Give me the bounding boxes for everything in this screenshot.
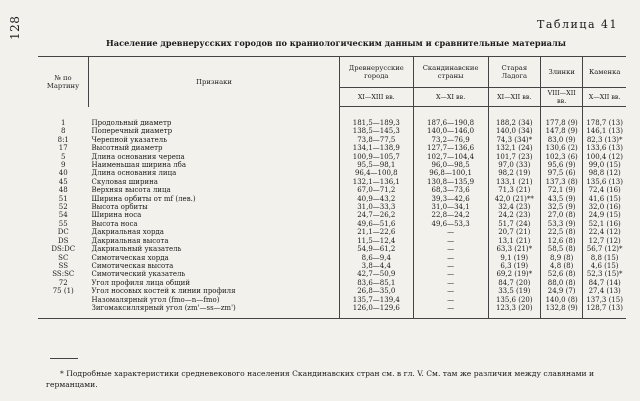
- row-value: 52,1 (16): [583, 220, 626, 228]
- footnote-divider: [50, 358, 78, 359]
- row-value: 26,8—35,0: [340, 287, 414, 295]
- row-value: 88,0 (8): [541, 279, 583, 287]
- row-value: 63,3 (21)*: [488, 245, 540, 253]
- row-number: 17: [58, 144, 68, 153]
- row-value: 56,7 (12)*: [583, 245, 626, 253]
- row-value: 22,8—24,2: [413, 211, 488, 219]
- table-row: [38, 178, 626, 186]
- row-value: 3,8—4,4: [340, 262, 414, 270]
- row-value: 102,7—104,4: [413, 153, 488, 161]
- row-number: DC: [57, 228, 69, 237]
- row-feature: Верхняя высота лица: [91, 186, 171, 195]
- row-value: 127,7—136,6: [413, 144, 488, 152]
- row-value: 97,5 (6): [541, 169, 583, 177]
- row-value: 96,4—100,8: [340, 169, 414, 177]
- header-group-kamenka: Каменка: [583, 57, 626, 88]
- footnote: * Подробные характеристики средневекового населения Скандинавских стран см. в гл. V. См. там же различия между славянами и германцами.: [46, 369, 595, 389]
- row-feature: Скуловая ширина: [91, 177, 158, 186]
- period-zlinki: VIII—XII вв.: [541, 88, 583, 107]
- row-number: SS:SC: [52, 270, 75, 279]
- row-value: 96,0—98,5: [413, 161, 488, 169]
- row-value: 130,8—135,9: [413, 178, 488, 186]
- row-value: —: [413, 296, 488, 304]
- row-value: 97,0 (33): [488, 161, 540, 169]
- row-value: 21,1—22,6: [340, 228, 414, 236]
- row-feature: Симотическая хорда: [91, 253, 169, 262]
- row-value: 24,9 (7): [541, 287, 583, 295]
- row-value: 12,6 (8): [541, 237, 583, 245]
- row-value: 72,4 (16): [583, 186, 626, 194]
- row-value: 8,6—9,4: [340, 254, 414, 262]
- row-value: 128,7 (13): [583, 304, 626, 319]
- row-feature: Назомалярный угол (fmo—n—fmo): [91, 295, 220, 304]
- row-value: 6,3 (19): [488, 262, 540, 270]
- table-row: [38, 127, 626, 135]
- table-row: [38, 287, 626, 295]
- row-value: 130,6 (2): [541, 144, 583, 152]
- row-value: 33,5 (19): [488, 287, 540, 295]
- row-number: 52: [58, 203, 68, 212]
- row-value: 132,1—136,1: [340, 178, 414, 186]
- craniology-table: [38, 56, 626, 319]
- row-value: 133,1 (21): [488, 178, 540, 186]
- row-number: [38, 304, 89, 319]
- table-row: [38, 279, 626, 287]
- row-value: 13,1 (21): [488, 237, 540, 245]
- row-feature: Ширина орбиты от mf (лев.): [91, 194, 196, 203]
- header-group-zlinki: Злинки: [541, 57, 583, 88]
- row-number: 1: [61, 118, 66, 127]
- table-row: [38, 107, 626, 128]
- row-value: 96,8—100,1: [413, 169, 488, 177]
- row-feature: Высота носа: [91, 219, 138, 228]
- row-value: 100,9—105,7: [340, 153, 414, 161]
- row-value: 101,7 (23): [488, 153, 540, 161]
- row-value: 39,3—42,6: [413, 195, 488, 203]
- row-feature: Дакриальная высота: [91, 236, 169, 245]
- row-value: 72,1 (9): [541, 186, 583, 194]
- row-value: 20,7 (21): [488, 228, 540, 236]
- row-number: 54: [58, 211, 68, 220]
- row-number: 55: [58, 219, 68, 228]
- row-value: 8,8 (15): [583, 254, 626, 262]
- row-value: 83,0 (9): [541, 136, 583, 144]
- row-value: 95,5—98,1: [340, 161, 414, 169]
- row-feature: Длина основания лица: [91, 169, 177, 178]
- row-value: 53,3 (9): [541, 220, 583, 228]
- table-row: [38, 186, 626, 194]
- row-value: 74,3 (34)*: [488, 136, 540, 144]
- row-value: 58,5 (8): [541, 245, 583, 253]
- row-value: 137,3 (8): [541, 178, 583, 186]
- row-value: 177,8 (9): [541, 107, 583, 128]
- row-value: —: [413, 287, 488, 295]
- row-value: 73,2—76,9: [413, 136, 488, 144]
- row-number: 75 (1): [52, 287, 74, 296]
- table-label: Таблица 41: [537, 18, 618, 31]
- row-feature: Высота орбиты: [91, 203, 148, 212]
- table-row: [38, 237, 626, 245]
- row-value: —: [413, 228, 488, 236]
- row-feature: Черепной указатель: [91, 135, 168, 144]
- row-value: 27,0 (8): [541, 211, 583, 219]
- row-value: 98,2 (19): [488, 169, 540, 177]
- table-row: [38, 153, 626, 161]
- row-feature: Дакриальная хорда: [91, 228, 164, 237]
- row-feature: Угол носовых костей к линии профиля: [91, 287, 236, 296]
- row-value: 140,0—146,0: [413, 127, 488, 135]
- period-scandinavia: X—XI вв.: [413, 88, 488, 107]
- row-value: 27,4 (13): [583, 287, 626, 295]
- row-value: 67,0—71,2: [340, 186, 414, 194]
- row-value: 135,6 (13): [583, 178, 626, 186]
- row-feature: Поперечный диаметр: [91, 127, 173, 136]
- data-table-wrapper: [38, 56, 626, 319]
- row-number: DS:DC: [51, 245, 76, 254]
- row-value: 31,0—33,3: [340, 203, 414, 211]
- row-value: 187,6—190,8: [413, 107, 488, 128]
- row-value: 135,7—139,4: [340, 296, 414, 304]
- row-number: 5: [61, 152, 66, 161]
- row-value: 9,1 (19): [488, 254, 540, 262]
- row-value: 100,4 (12): [583, 153, 626, 161]
- row-number: 48: [58, 186, 68, 195]
- row-value: 135,6 (20): [488, 296, 540, 304]
- row-value: 8,9 (8): [541, 254, 583, 262]
- row-value: 69,2 (19)*: [488, 270, 540, 278]
- row-value: 12,7 (12): [583, 237, 626, 245]
- row-value: 54,9—61,2: [340, 245, 414, 253]
- row-value: 99,0 (15): [583, 161, 626, 169]
- header-number: № по Мартину: [38, 57, 89, 107]
- table-row: [38, 304, 626, 319]
- row-value: 188,2 (34): [488, 107, 540, 128]
- row-value: 137,3 (15): [583, 296, 626, 304]
- row-number: 72: [58, 278, 68, 287]
- period-ancient-rus: XI—XIII вв.: [340, 88, 414, 107]
- table-row: [38, 262, 626, 270]
- period-kamenka: X—XII вв.: [583, 88, 626, 107]
- row-feature: Длина основания черепа: [91, 152, 185, 161]
- row-value: 126,0—129,6: [340, 304, 414, 319]
- row-value: 95,6 (9): [541, 161, 583, 169]
- row-value: 32,0 (16): [583, 203, 626, 211]
- table-title: Население древнерусских городов по краниологическим данным и сравнительные материалы: [106, 38, 566, 48]
- page-number: 128: [8, 15, 22, 40]
- row-value: 71,3 (21): [488, 186, 540, 194]
- row-value: 24,2 (23): [488, 211, 540, 219]
- row-value: —: [413, 245, 488, 253]
- row-feature: Наименьшая ширина лба: [91, 161, 187, 170]
- row-value: 42,0 (21)**: [488, 195, 540, 203]
- row-number: 8: [61, 127, 66, 136]
- row-feature: Симотическая высота: [91, 261, 174, 270]
- row-number: [38, 296, 89, 304]
- table-row: [38, 270, 626, 278]
- row-value: 123,3 (20): [488, 304, 540, 319]
- row-value: 140,0 (34): [488, 127, 540, 135]
- table-row: [38, 161, 626, 169]
- row-value: 51,7 (24): [488, 220, 540, 228]
- row-value: 82,3 (13)*: [583, 136, 626, 144]
- header-group-ancient-rus: Древнерусские города: [340, 57, 414, 88]
- table-row: [38, 211, 626, 219]
- row-value: 84,7 (20): [488, 279, 540, 287]
- row-value: 178,7 (13): [583, 107, 626, 128]
- row-value: 52,3 (15)*: [583, 270, 626, 278]
- row-value: 140,0 (8): [541, 296, 583, 304]
- table-row: [38, 195, 626, 203]
- row-number: 8:1: [57, 135, 69, 144]
- row-value: 40,9—43,2: [340, 195, 414, 203]
- row-value: 41,6 (15): [583, 195, 626, 203]
- row-value: 134,1—138,9: [340, 144, 414, 152]
- row-value: 31,0—34,1: [413, 203, 488, 211]
- row-value: —: [413, 279, 488, 287]
- row-value: 22,5 (8): [541, 228, 583, 236]
- header-group-scandinavia: Скандинавские страны: [413, 57, 488, 88]
- row-value: 24,9 (15): [583, 211, 626, 219]
- table-row: [38, 136, 626, 144]
- row-value: 132,8 (9): [541, 304, 583, 319]
- table-row: [38, 245, 626, 253]
- header-row: [38, 57, 626, 88]
- table-row: [38, 220, 626, 228]
- row-value: 43,5 (9): [541, 195, 583, 203]
- row-feature: Угол профиля лица общий: [91, 278, 190, 287]
- row-feature: Симотический указатель: [91, 270, 186, 279]
- period-staraya-ladoga: XI—XII вв.: [488, 88, 540, 107]
- row-value: —: [413, 262, 488, 270]
- row-value: —: [413, 254, 488, 262]
- row-value: 32,4 (23): [488, 203, 540, 211]
- row-value: 49,6—53,3: [413, 220, 488, 228]
- table-row: [38, 228, 626, 236]
- row-value: 52,6 (8): [541, 270, 583, 278]
- row-feature: Высотный диаметр: [91, 144, 163, 153]
- row-number: 40: [58, 169, 68, 178]
- table-row: [38, 169, 626, 177]
- row-number: 51: [58, 194, 68, 203]
- row-feature: Дакриальный указатель: [91, 245, 182, 254]
- row-value: 138,5—145,3: [340, 127, 414, 135]
- row-value: 181,5—189,3: [340, 107, 414, 128]
- table-body: [38, 107, 626, 319]
- table-row: [38, 144, 626, 152]
- row-value: 147,8 (9): [541, 127, 583, 135]
- row-value: 84,7 (14): [583, 279, 626, 287]
- table-row: [38, 203, 626, 211]
- row-number: 9: [61, 161, 66, 170]
- row-feature: Ширина носа: [91, 211, 142, 220]
- row-value: —: [413, 237, 488, 245]
- row-number: SC: [58, 253, 69, 262]
- row-value: 146,1 (13): [583, 127, 626, 135]
- row-value: 32,5 (9): [541, 203, 583, 211]
- row-feature: Продольный диаметр: [91, 118, 172, 127]
- row-value: 133,6 (13): [583, 144, 626, 152]
- row-value: 11,5—12,4: [340, 237, 414, 245]
- header-feature: Признаки: [89, 57, 340, 107]
- row-value: 4,6 (15): [583, 262, 626, 270]
- row-value: 42,7—50,9: [340, 270, 414, 278]
- header-group-staraya-ladoga: Старая Ладога: [488, 57, 540, 88]
- row-value: —: [413, 304, 488, 319]
- table-row: [38, 254, 626, 262]
- row-value: 102,3 (6): [541, 153, 583, 161]
- row-value: 73,8—77,5: [340, 136, 414, 144]
- row-value: 4,8 (8): [541, 262, 583, 270]
- row-value: 24,7—26,2: [340, 211, 414, 219]
- row-value: 132,1 (24): [488, 144, 540, 152]
- row-number: 45: [58, 177, 68, 186]
- row-value: 49,6—51,6: [340, 220, 414, 228]
- row-feature: Зигомаксиллярный угол (zm'—ss—zm'): [89, 304, 340, 319]
- row-value: —: [413, 270, 488, 278]
- row-value: 98,8 (12): [583, 169, 626, 177]
- row-number: SS: [58, 261, 68, 270]
- row-value: 22,4 (12): [583, 228, 626, 236]
- table-row: [38, 296, 626, 304]
- row-value: 68,3—73,6: [413, 186, 488, 194]
- row-value: 83,6—85,1: [340, 279, 414, 287]
- row-number: DS: [58, 236, 69, 245]
